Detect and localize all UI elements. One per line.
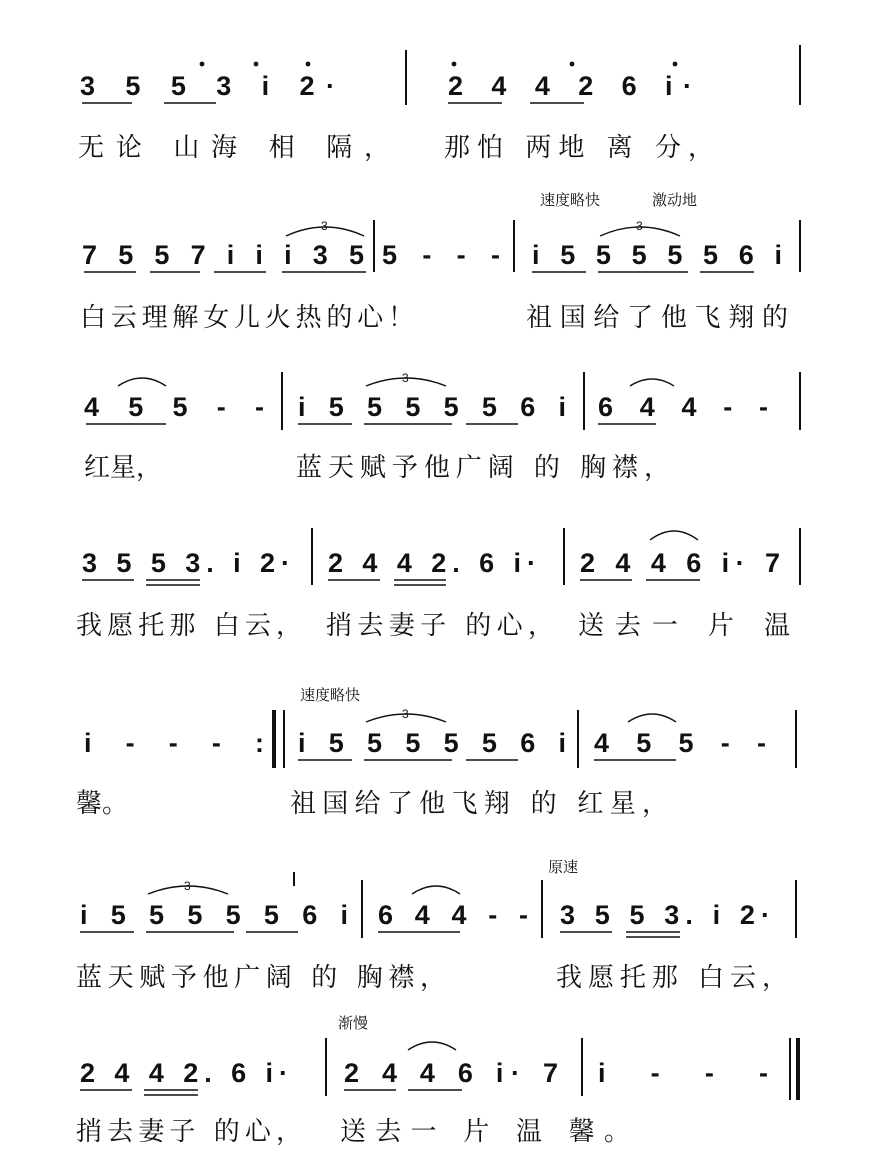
tie-slur xyxy=(630,379,674,386)
score-system-7 xyxy=(76,1014,798,1147)
lyric-line: 馨。 xyxy=(76,789,129,819)
octave-dot xyxy=(254,62,259,67)
score-system-2 xyxy=(80,191,800,333)
tie-slur xyxy=(650,531,698,540)
lyric-line: 蓝天赋予他广阔 的 胸襟， xyxy=(296,453,670,483)
score-system-3 xyxy=(84,371,800,483)
triplet-mark: 3 xyxy=(636,219,643,233)
notation-line: 2 4 4 6 i· 7 xyxy=(344,1058,558,1088)
notation-line: i 5 5 5 5 5 6 i xyxy=(298,392,566,422)
notation-line: 2 4 4 2. 6 i· xyxy=(328,548,536,578)
tie-slur xyxy=(628,714,676,722)
lyric-line: 送去一 片 温 馨。 xyxy=(340,1117,630,1147)
notation-line: 2 4 4 2 6 i· xyxy=(448,71,692,101)
notation-line: 4 5 5 - - xyxy=(84,392,264,422)
notation-line: 4 5 5 - - xyxy=(594,728,766,758)
triplet-mark: 3 xyxy=(321,219,328,233)
notation-line: 6 4 4 - - xyxy=(598,392,768,422)
triplet-mark: 3 xyxy=(402,707,409,721)
tempo-mark: 速度略快 xyxy=(300,686,361,704)
notation-line: 3 5 5 3 i 2· xyxy=(80,71,335,101)
notation-line: 3 5 5 3. i 2· xyxy=(82,548,290,578)
octave-dot xyxy=(452,62,457,67)
notation-line: 7 5 5 7 i i i 3 5 xyxy=(82,240,364,270)
lyric-line: 送去一 片 温 xyxy=(578,611,790,641)
lyric-line: 捎去妻子 的心， xyxy=(326,611,554,641)
score-system-6 xyxy=(76,858,796,993)
tempo-mark: 渐慢 xyxy=(338,1014,369,1032)
notation-line: 6 4 4 - - xyxy=(378,900,528,930)
lyric-line: 祖国给了他飞翔的 xyxy=(526,303,788,333)
tempo-mark: 速度略快 xyxy=(540,191,601,209)
lyric-line: 无论 山海 相 隔， xyxy=(78,133,390,163)
triplet-mark: 3 xyxy=(184,879,191,893)
tempo-mark: 原速 xyxy=(548,858,579,876)
notation-line: i - - - xyxy=(598,1058,768,1088)
lyric-line: 蓝天赋予他广阔 的 胸襟， xyxy=(76,963,446,993)
notation-line: i 5 5 5 5 5 6 i xyxy=(298,728,566,758)
lyric-line: 红星， xyxy=(84,453,163,483)
lyric-line: 我愿托那 白云， xyxy=(76,611,302,641)
notation-line: 2 4 4 2. 6 i· xyxy=(80,1058,288,1088)
lyric-line: 我愿托那 白云， xyxy=(556,963,788,993)
octave-dot xyxy=(570,62,575,67)
lyric-line: 那怕 两地 离 分， xyxy=(444,133,714,163)
score-system-4 xyxy=(76,528,800,641)
tie-slur xyxy=(118,378,166,386)
score-system-5 xyxy=(76,686,796,819)
notation-line: i - - - : xyxy=(84,728,264,758)
expression-mark: 激动地 xyxy=(652,191,698,209)
lyric-line: 白云理解女儿火热的心！ xyxy=(80,303,414,333)
triplet-mark: 3 xyxy=(402,371,409,385)
notation-line: 2 4 4 6 i· 7 xyxy=(580,548,780,578)
notation-line: 3 5 5 3. i 2· xyxy=(560,900,770,930)
notation-line: i 5 5 5 5 5 6 i xyxy=(80,900,348,930)
octave-dot xyxy=(200,62,205,67)
score-system-1 xyxy=(78,45,800,163)
notation-line: 5 - - - xyxy=(382,240,500,270)
octave-dot xyxy=(306,62,311,67)
tie-slur xyxy=(412,886,460,894)
tie-slur xyxy=(408,1042,456,1050)
octave-dot xyxy=(673,62,678,67)
lyric-line: 祖国给了他飞翔 的 红星， xyxy=(290,789,668,819)
notation-line: i 5 5 5 5 5 6 i xyxy=(532,240,782,270)
lyric-line: 捎去妻子 的心， xyxy=(76,1117,302,1147)
